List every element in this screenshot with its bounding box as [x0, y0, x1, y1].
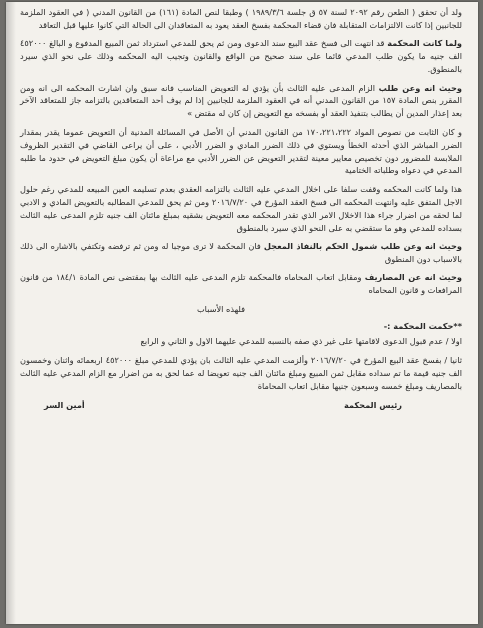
paragraph-1: ولد أن تحقق ( الطعن رقم ٢٠٩٢ لسنة ٥٧ ق جلسة ١٩٨٩/٣/٦ ) وطبقا لنص المادة (١٦١) من القانون المدني ( في العقود الملزمة للجانبين إذا كانت الالتزامات المتقابلة فان قضاء المحكمة بفسخ العقد يعود به المتعاقدان الى الحالة التي كانوا عليها قبل التعاقد	[20, 7, 462, 30]
paragraph-6: وحيث انه وعن طلب شمول الحكم بالنفاذ المعجل فان المحكمة لا ترى موجبا له ومن ثم ترفضه وتكتفي بالاشاره الى ذلك بالاسباب دون المنطوق	[20, 241, 463, 264]
paragraph-3: وحيث انه وعن طلب الزام المدعى عليه الثالث بأن يؤدي له التعويض المناسب فانه سبق وان اشارت المحكمه الى انه ومن المقرر بنص المادة ١٥٧ من القانون المدني أنه في العقود الملزمة للجانبين إذا لم يوف أحد المتعاقدين بالتزامه جاز للمتعاقد الآخر بعد إعذار المدين أن يطالب بتنفيذ العقد أو بفسخه مع التعويض إن كان له مقتض »	[20, 82, 463, 119]
paragraph-5: هذا ولما كانت المحكمه وقفت سلفا على اخلال المدعي عليه الثالث بالتزامه العقدي بعدم تسليمه العين المبيعه للمدعي رغم حلول الاجل المتفق عليه وانتهت المحكمه الى فسخ العقد المؤرخ في ٢٠١٦/٧/٢٠ ومن ثم يحق للمدعي المطالبه بالتعويض المادي و الادبي لما لحقه من اضرار جراء هذا الاخلال الامر الذي تقدر المحكمه معه التعويض بشقيه بمبلغ مائتان الف جنيه تلزم المدعى عليه الثالث بسداده للمدعي وهو ما ستقضي به على النحو الذي سيرد بالمنطوق	[20, 183, 462, 233]
verdict-heading: **حكمت المحكمة :-	[383, 320, 462, 331]
document-body	[20, 6, 462, 620]
paragraph-4: و كان الثابت من نصوص المواد ١٧٠،٢٢١،٢٢٢ من القانون المدني أن الأصل في المسائلة المدنية أن التعويض عموما يقدر بمقدار الضرر المباشر الذي أحدثه الخطأ ويستوي في ذلك الضرر المادي و الضرر الأدبي ، على أن يراعى القاضي في التقدير الظروف الملابسة للمضرور دون تخصيص معايير معينة لتقدير التعويض عن الضرر الأدبي مع مراعاة أن يكون مبلغ التعويض في حدود ما طلبه المدعي في دعواه وطلباته الختامية	[20, 126, 462, 176]
paragraph-7: وحيث انه عن المصاريف ومقابل اتعاب المحاماه فالمحكمة تلزم المدعى عليه الثالث بها بمقتضى نص المادة ١٨٤/١ من قانون المرافعات و قانون المحاماه	[20, 272, 462, 296]
verdict-item-2: ثانيا / بفسخ عقد البيع المؤرخ في ٢٠١٦/٧/٢٠ وألزمت المدعي عليه الثالث بان يؤدي للمدعي مبلغ ٤٥٢٠٠٠ اربعمائه واثنان وخمسون الف جنيه قيمة ما تم سداده مقابل ثمن المبيع ومبلغ مائتان الف جنيه تعويضا له عما لحق به من اضرار مع الزام المدعي عليه الثالث بالمصاريف ومبلغ خمسه وسبعون جنيها مقابل اتعاب المحاماة	[20, 354, 462, 391]
president-signature: رئيس المحكمة	[343, 399, 402, 410]
document-page	[6, 2, 478, 624]
verdict-item-1: اولا / عدم قبول الدعوى لاقامتها على غير ذي صفه بالنسبه للمدعي عليهما الاول و الثاني و الرابع	[140, 336, 462, 347]
secretary-signature: أمين السر	[44, 399, 85, 410]
reasons-heading: فلهذه الأسباب	[196, 303, 246, 314]
signature-row	[20, 399, 462, 412]
paragraph-2: ولما كانت المحكمة قد انتهت الى فسخ عقد البيع سند الدعوى ومن ثم يحق للمدعي استرداد ثمن المبيع المدفوع و البالغ ٤٥٢٠٠٠ الف جنيه ما يكون طلب المدعي قائما على سند صحيح من الواقع والقانون وتجيب اليه المحكمه وذلك على نحو الذي سيرد بالمنطوق.	[20, 38, 462, 75]
